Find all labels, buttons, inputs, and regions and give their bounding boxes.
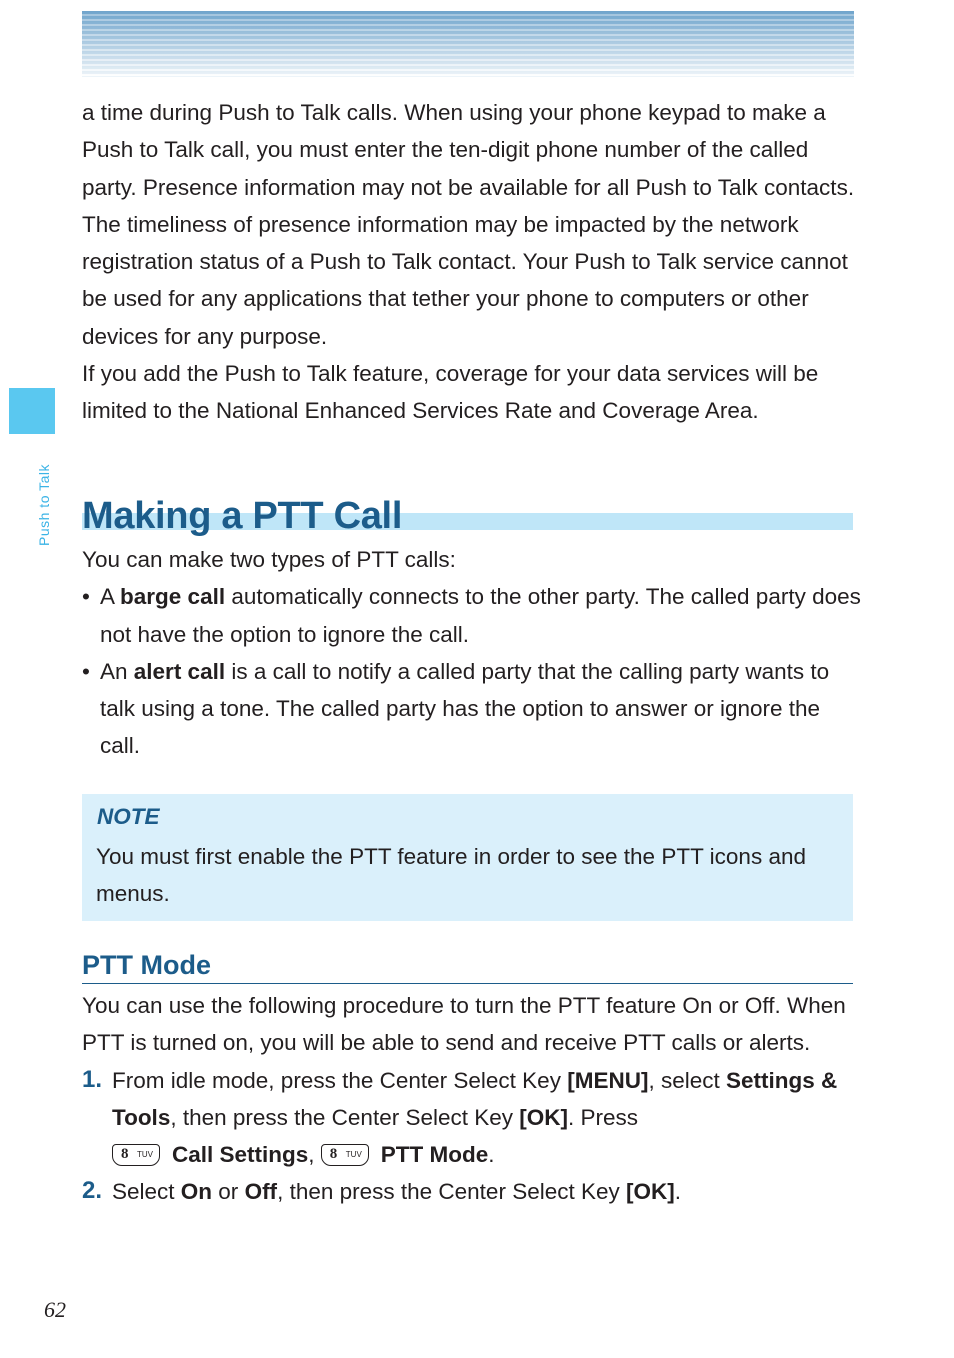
intro-paragraph-2: If you add the Push to Talk feature, coverage for your data services will be limited to the National Enhanced Services Rate and Coverage Area. [82,361,819,424]
note-text: You must first enable the PTT feature in order to see the PTT icons and menus. [96,844,806,907]
subsection-intro: You can use the following procedure to turn the PTT feature On or Off. When PTT is turned on, you will be able to send and receive PTT calls or alerts. [82,993,846,1056]
page-number: 62 [44,1297,66,1322]
step-number: 2. [82,1177,103,1205]
term-barge-call: barge call [120,584,226,610]
chapter-tab-label: Push to Talk [36,463,52,546]
step-2: 2. Select On or Off, then press the Center Select Key [OK]. [82,1173,862,1210]
step-1: 1. From idle mode, press the Center Select Key [MENU], select Settings & Tools, then press the Center Select Key [OK]. Press 8 TUV Call Settings, 8 TUV PTT Mode. [82,1062,862,1174]
note-title: NOTE [97,804,160,829]
subsection-body [82,987,862,1211]
section-heading [82,496,853,538]
section-title: Making a PTT Call [82,495,403,537]
header-stripe-decoration [82,11,854,77]
note-box [82,794,853,921]
chapter-tab-marker [9,388,55,434]
list-item: • A barge call automatically connects to the other party. The called party does not have the option to ignore the call. [82,578,862,653]
bullet-marker: • [82,584,90,610]
list-item: • An alert call is a call to notify a called party that the calling party wants to talk using a tone. The called party has the option to answer or ignore the call. [82,653,862,765]
term-alert-call: alert call [133,658,226,684]
step-number: 1. [82,1065,103,1093]
subsection-title: PTT Mode [82,948,853,984]
keypad-8-icon: 8 TUV [321,1144,369,1166]
section-body [82,541,862,765]
bullet-marker: • [82,658,90,684]
intro-text [82,94,862,430]
keypad-8-icon: 8 TUV [112,1144,160,1166]
section-lead: You can make two types of PTT calls: [82,547,456,572]
intro-paragraph-1: a time during Push to Talk calls. When using your phone keypad to make a Push to Talk call, you must enter the ten-digit phone number of the called party. Presence information may not be available for all Push to Talk contacts. The timeliness of presence information may be impacted by the network registration status of a Push to Talk contact. Your Push to Talk service cannot be used for any applications that tether your phone to computers or other devices for any purpose. [82,100,855,349]
